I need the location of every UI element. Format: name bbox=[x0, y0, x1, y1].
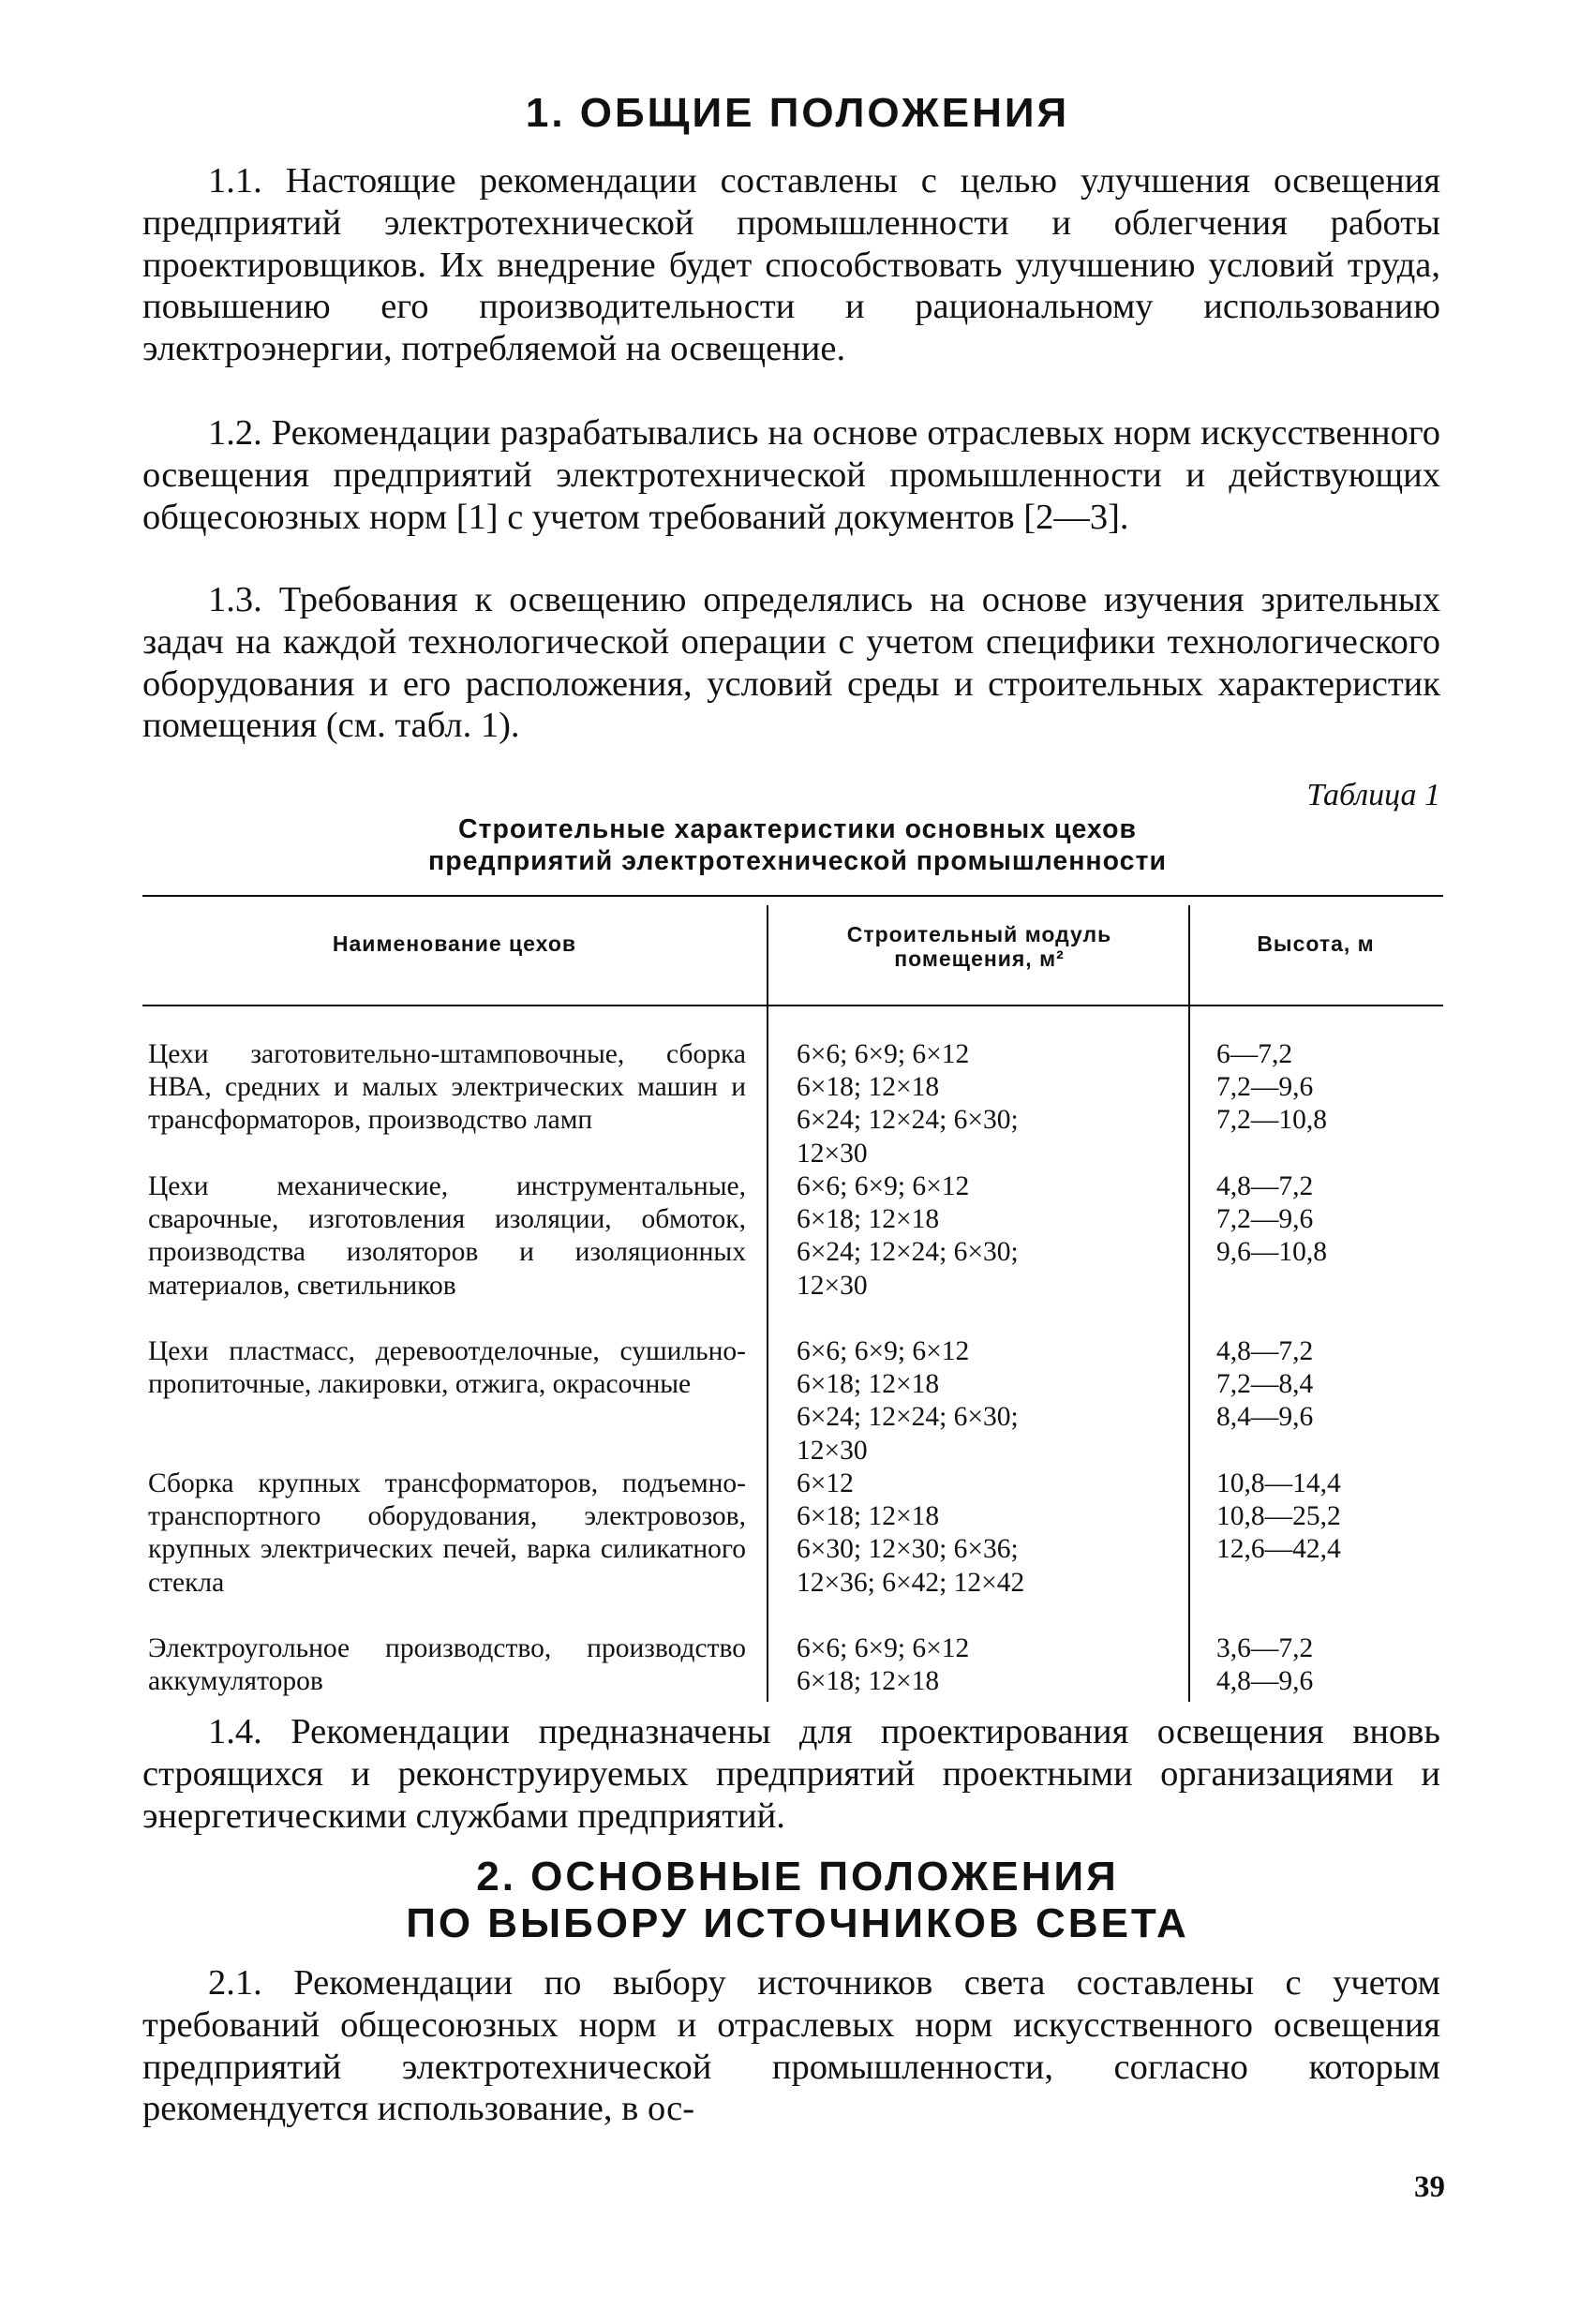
table-title bbox=[0, 813, 1595, 877]
table-row-height: 4,8—7,2 7,2—8,4 8,4—9,6 bbox=[1216, 1336, 1314, 1433]
paragraph-1-2: 1.2. Рекомендации разрабатывались на основе отраслевых норм искусственного освещения предприятий электротехнической промышленности и действующих общесоюзных норм [1] с учетом требований документов [2—3]. bbox=[142, 413, 1440, 537]
table-row-height: 10,8—14,4 10,8—25,2 12,6—42,4 bbox=[1216, 1468, 1341, 1565]
table-title-line2: предприятий электротехнической промышленности bbox=[427, 846, 1168, 876]
table-row-name: Сборка крупных трансформаторов, подъемно-транспортного оборудования, электровозов, крупных электрических печей, варка силикатного стекла bbox=[148, 1468, 746, 1598]
section2-title-line1: 2. ОСНОВНЫЕ ПОЛОЖЕНИЯ bbox=[476, 1854, 1119, 1899]
table-row-module: 6×6; 6×9; 6×12 6×18; 12×18 6×24; 12×24; 6×30; 12×30 bbox=[797, 1171, 1019, 1301]
paragraph-1-3: 1.3. Требования к освещению определялись на основе изучения зрительных задач на каждой технологической операции с учетом специфики технологического оборудования и его расположения, условий среды и строительных характеристик помещения (см. табл. 1). bbox=[142, 580, 1440, 746]
table-caption: Таблица 1 bbox=[1306, 778, 1440, 812]
table-row-height: 6—7,2 7,2—9,6 7,2—10,8 bbox=[1216, 1039, 1327, 1136]
paragraph-1-1: 1.1. Настоящие рекомендации составлены с целью улучшения освещения предприятий электротехнической промышленности и облегчения работы проектировщиков. Их внедрение будет способствовать улучшению условий труда, повышению его производительности и рациональному использованию электроэнергии, потребляемой на освещение. bbox=[142, 161, 1440, 369]
section1-title: 1. ОБЩИЕ ПОЛОЖЕНИЯ bbox=[525, 90, 1070, 136]
table-row-module: 6×6; 6×9; 6×12 6×18; 12×18 6×24; 12×24; 6×30; 12×30 bbox=[797, 1336, 1019, 1466]
table-row-height: 3,6—7,2 4,8—9,6 bbox=[1216, 1633, 1314, 1697]
table-col-divider-1 bbox=[767, 905, 768, 1702]
table-row-module: 6×12 6×18; 12×18 6×30; 12×30; 6×36; 12×36; 6×42; 12×42 bbox=[797, 1468, 1025, 1598]
table-header-height: Высота, м bbox=[1257, 931, 1375, 956]
section2-title-line2: ПО ВЫБОРУ ИСТОЧНИКОВ СВЕТА bbox=[406, 1900, 1189, 1946]
table-row-module: 6×6; 6×9; 6×12 6×18; 12×18 bbox=[797, 1633, 970, 1697]
table-header-name: Наименование цехов bbox=[332, 931, 577, 956]
table-row-name: Цехи механические, инструментальные, сварочные, изготовления изоляции, обмоток, производства изоляторов и изоляционных материалов, светильников bbox=[148, 1171, 746, 1301]
table-col-divider-2 bbox=[1188, 905, 1190, 1702]
section2-title bbox=[0, 1854, 1595, 1947]
table-row-height: 4,8—7,2 7,2—9,6 9,6—10,8 bbox=[1216, 1171, 1327, 1268]
page-number: 39 bbox=[1414, 2170, 1445, 2204]
table-header-module: Строительный модуль помещения, м² bbox=[846, 922, 1112, 971]
table-header-rule bbox=[142, 1005, 1443, 1006]
table-row-name: Электроугольное производство, производство аккумуляторов bbox=[148, 1633, 746, 1697]
table-row-name: Цехи заготовительно-штамповочные, сборка НВА, средних и малых электрических машин и трансформаторов, производство ламп bbox=[148, 1039, 746, 1136]
table-top-rule bbox=[142, 895, 1443, 897]
paragraph-1-4: 1.4. Рекомендации предназначены для проектирования освещения вновь строящихся и реконструируемых предприятий проектными организациями и энергетическими службами предприятий. bbox=[142, 1712, 1440, 1836]
table-title-line1: Строительные характеристики основных цехов bbox=[457, 814, 1138, 844]
table-row-name: Цехи пластмасс, деревоотделочные, сушильно-пропиточные, лакировки, отжига, окрасочные bbox=[148, 1336, 746, 1400]
table-row-module: 6×6; 6×9; 6×12 6×18; 12×18 6×24; 12×24; 6×30; 12×30 bbox=[797, 1039, 1019, 1169]
paragraph-2-1: 2.1. Рекомендации по выбору источников света составлены с учетом требований общесоюзных норм и отраслевых норм искусственного освещения предприятий электротехнической промышленности, согласно которым рекомендуется использование, в ос- bbox=[142, 1963, 1440, 2129]
